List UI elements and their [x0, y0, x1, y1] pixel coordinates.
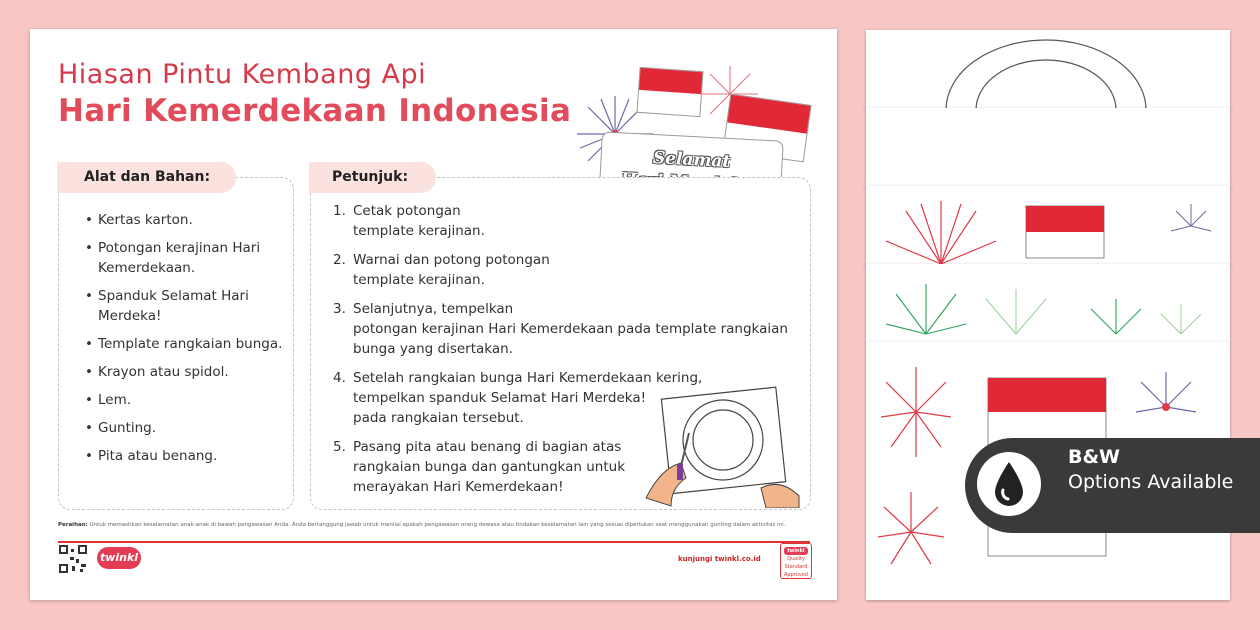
- step-number: 1.: [333, 203, 346, 219]
- step-text: Cetak potongan template kerajinan.: [353, 203, 485, 239]
- list-item: • Gunting.: [85, 418, 285, 438]
- worksheet-page: [30, 29, 837, 600]
- list-item: • Lem.: [85, 390, 285, 410]
- green-fireworks-sheet: [866, 264, 1230, 344]
- flag-illustration: [636, 67, 703, 117]
- wreath-template-illustration: [866, 30, 1230, 110]
- list-item: • Spanduk Selamat Hari Merdeka!: [85, 286, 285, 326]
- twinkl-logo: twinkl: [97, 547, 141, 569]
- step-text: Warnai dan potong potongan template kerajinan.: [353, 252, 550, 288]
- quality-badge: [780, 543, 812, 579]
- materials-header: Alat dan Bahan:: [57, 162, 236, 193]
- title-line-2: Hari Kemerdekaan Indonesia: [58, 93, 572, 129]
- step-number: 5.: [333, 439, 346, 455]
- instructions-header: Petunjuk:: [309, 162, 436, 193]
- preview-card-3: [866, 186, 1230, 266]
- footer-divider: [58, 541, 810, 543]
- preview-card-2: [866, 108, 1230, 188]
- banner-line-1: Selamat: [652, 148, 731, 173]
- step-number: 4.: [333, 370, 346, 386]
- bw-subtitle: Options Available: [1068, 471, 1234, 493]
- note-text: Untuk memastikan keselamatan anak-anak di bawah pengawasan Anda, Anda bertanggung jawab untuk menilai apakah pengawasan orang dewasa atau tindakan keselamatan lain yang sesuai diperlukan saat menggunakan gunting dalam aktivitas ini.: [89, 522, 786, 528]
- badge-brand: twinkl: [784, 547, 807, 555]
- list-item: • Pita atau benang.: [85, 446, 285, 466]
- materials-panel: [58, 169, 294, 510]
- title-line-1: Hiasan Pintu Kembang Api: [58, 59, 427, 90]
- fireworks-flag-sheet: [866, 186, 1230, 266]
- list-item: • Krayon atau spidol.: [85, 362, 285, 382]
- step-text: Setelah rangkaian bunga Hari Kemerdekaan kering, tempelkan spanduk Selamat Hari Merdeka! pada rangkaian tersebut.: [353, 370, 703, 426]
- ink-drop-icon: [977, 452, 1041, 516]
- step-number: 3.: [333, 301, 346, 317]
- safety-note: [58, 522, 810, 528]
- preview-card-1: [866, 30, 1230, 110]
- materials-list: [85, 210, 285, 474]
- step-item: [333, 250, 793, 290]
- bw-title: B&W: [1068, 446, 1121, 468]
- qr-code-icon: [58, 544, 88, 574]
- bw-options-badge: [965, 438, 1260, 533]
- list-item: • Template rangkaian bunga.: [85, 334, 285, 354]
- step-item: [333, 201, 793, 241]
- list-item: • Potongan kerajinan Hari Kemerdekaan.: [85, 238, 285, 278]
- step-number: 2.: [333, 252, 346, 268]
- list-item: • Kertas karton.: [85, 210, 285, 230]
- step-text: Pasang pita atau benang di bagian atas rangkaian bunga dan gantungkan untuk merayakan Hari Kemerdekaan!: [353, 439, 626, 495]
- step-text: Selanjutnya, tempelkan potongan kerajinan Hari Kemerdekaan pada template rangkaian bunga yang disertakan.: [353, 301, 788, 357]
- preview-card-4: [866, 264, 1230, 344]
- step-item: [333, 299, 793, 359]
- note-label: Peraihan:: [58, 522, 88, 528]
- visit-link-text: kunjungi twinkl.co.id: [678, 555, 761, 563]
- cutting-plate-illustration: [641, 378, 801, 508]
- instructions-panel: [310, 169, 811, 510]
- badge-text: Quality Standard Approved: [784, 556, 808, 578]
